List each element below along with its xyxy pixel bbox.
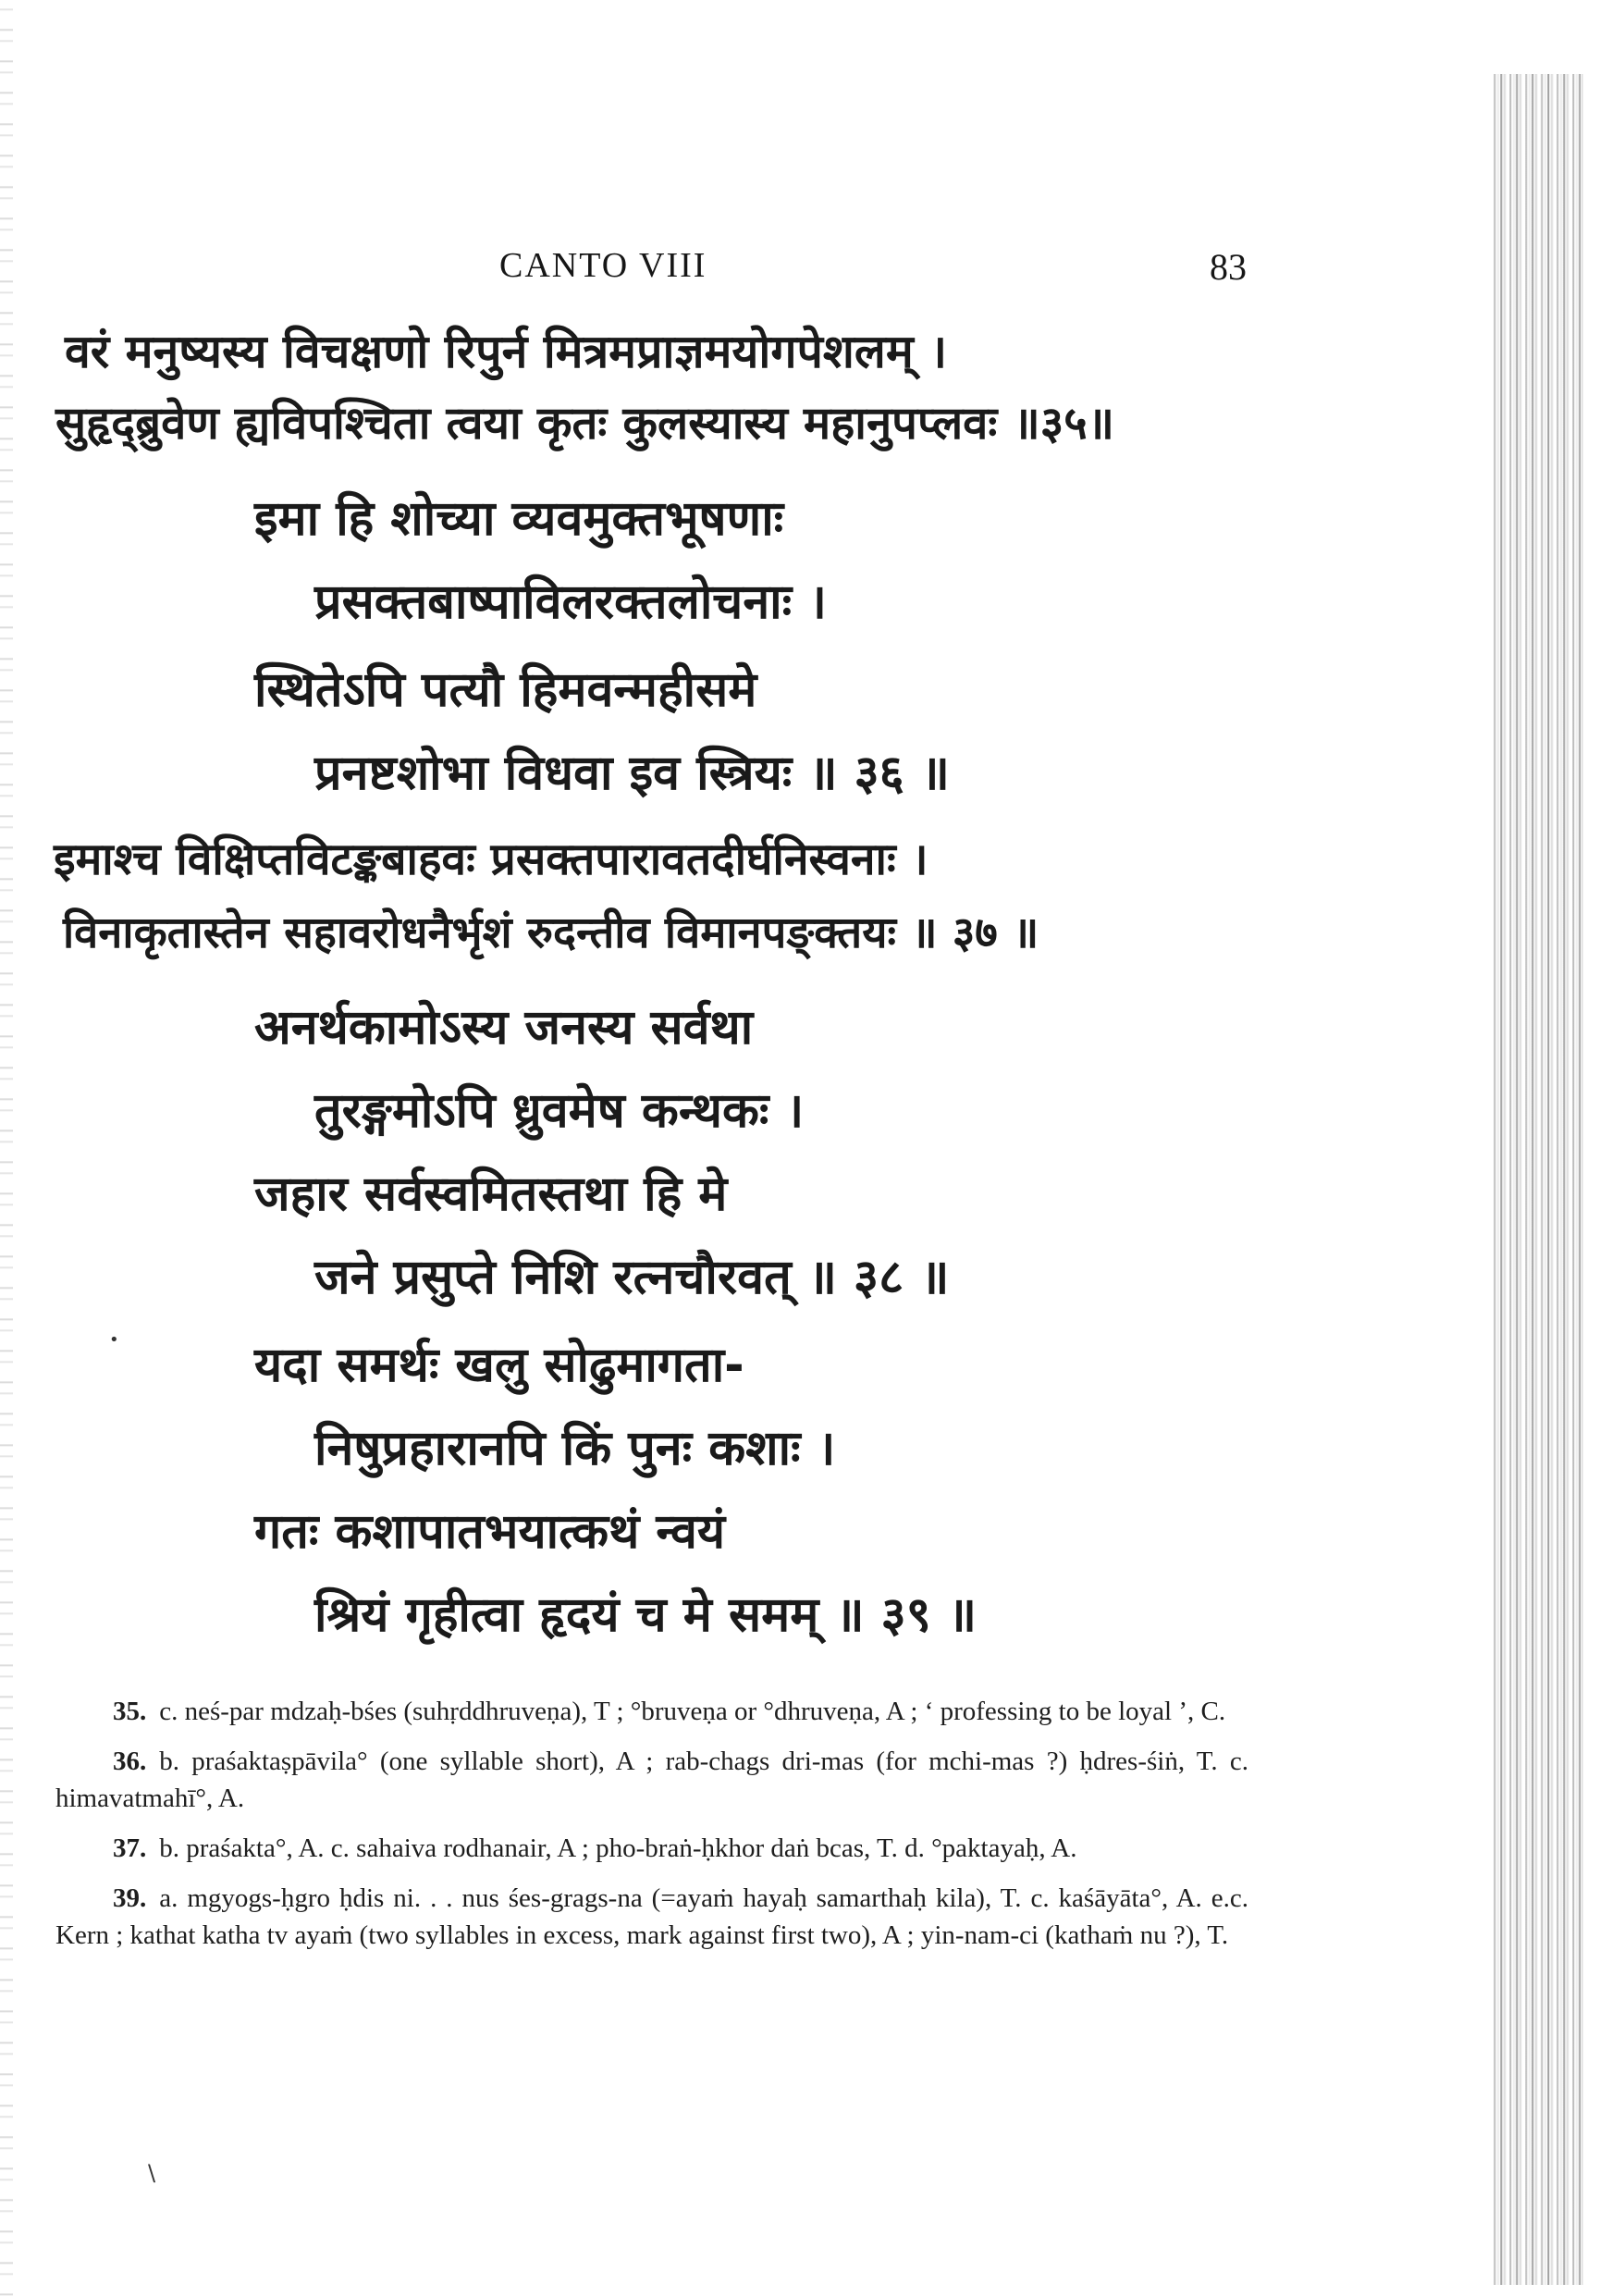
- verse-line: सुहृद्ब्रुवेण ह्यविपश्चिता त्वया कृतः कुलस्यास्य महानुपप्लवः ॥३५॥: [55, 397, 1115, 450]
- footnote-number: 35.: [113, 1697, 147, 1726]
- verse-line: वरं मनुष्यस्य विचक्षणो रिपुर्न मित्रमप्राज्ञमयोगपेशलम् ।: [65, 325, 948, 378]
- footnote-text: a. mgyogs-ḥgro ḥdis ni. . . nus śes-grags-na (=ayaṁ hayaḥ samarthaḥ kila), T. c. kaśāyāta°, A. e.c. Kern ; kathat katha tv ayaṁ (two syllables in excess, mark against first two), A ; yin-nam-ci (kathaṁ nu ?), T.: [55, 1883, 1248, 1950]
- verse-line: इमाश्च विक्षिप्तविटङ्कबाहवः प्रसक्तपारावतदीर्घनिस्वनाः ।: [54, 833, 928, 885]
- page-binding-shadow: [1491, 74, 1583, 2285]
- verse-line: जने प्रसुप्ते निशि रत्नचौरवत् ॥ ३८ ॥: [314, 1250, 950, 1305]
- verse-line: इमा हि शोच्या व्यवमुक्तभूषणाः: [254, 491, 784, 547]
- footnote-text: b. praśaktaṣpāvila° (one syllable short), A ; rab-chags dri-mas (for mchi-mas ?) ḥdres-śiṅ, T. c. himavatmahī°, A.: [55, 1747, 1248, 1813]
- verse-line: प्रसक्तबाष्पाविलरक्तलोचनाः ।: [314, 574, 827, 630]
- verse-line: तुरङ्गमोऽपि ध्रुवमेष कन्थकः ।: [314, 1083, 805, 1139]
- scan-edge-artifact: [0, 0, 13, 2296]
- footnotes: [55, 1693, 1248, 1967]
- verse-line: श्रियं गृहीत्वा हृदयं च मे समम् ॥ ३९ ॥: [314, 1587, 977, 1643]
- footnote-number: 36.: [113, 1747, 147, 1776]
- verse-line: गतः कशापातभयात्कथं न्वयं: [254, 1504, 726, 1560]
- running-title: CANTO VIII: [499, 246, 707, 285]
- footnote: [55, 1693, 1248, 1730]
- footnote-number: 39.: [113, 1883, 147, 1913]
- footnote: [55, 1743, 1248, 1817]
- footnote: [55, 1830, 1248, 1867]
- footnote-text: b. praśakta°, A. c. sahaiva rodhanair, A ; pho-braṅ-ḥkhor daṅ bcas, T. d. °paktayaḥ, A.: [159, 1833, 1077, 1863]
- verse-line: अनर्थकामोऽस्य जनस्य सर्वथा: [254, 1000, 754, 1055]
- verse-line: विनाकृतास्तेन सहावरोधनैर्भृशं रुदन्तीव विमानपङ्क्तयः ॥ ३७ ॥: [63, 907, 1039, 958]
- verse-line: निषुप्रहारानपि किं पुनः कशाः ।: [314, 1421, 836, 1476]
- stray-stroke-mark: \: [148, 2160, 156, 2186]
- footnote: [55, 1880, 1248, 1954]
- verse-line: जहार सर्वस्वमितस्तथा हि मे: [254, 1167, 728, 1222]
- stray-dot-mark: •: [109, 1330, 119, 1350]
- footnote-text: c. neś-par mdzaḥ-bśes (suhṛddhruveṇa), T ; °bruveṇa or °dhruveṇa, A ; ‘ professing to be loyal ’, C.: [159, 1697, 1226, 1726]
- page-number: 83: [1210, 246, 1247, 288]
- running-header: [0, 245, 1623, 301]
- verse-line: यदा समर्थः खलु सोढुमागता-: [254, 1338, 744, 1393]
- verse-line: स्थितेऽपि पत्यौ हिमवन्महीसमे: [254, 662, 757, 718]
- verse-line: प्रनष्टशोभा विधवा इव स्त्रियः ॥ ३६ ॥: [314, 746, 950, 801]
- footnote-number: 37.: [113, 1833, 147, 1863]
